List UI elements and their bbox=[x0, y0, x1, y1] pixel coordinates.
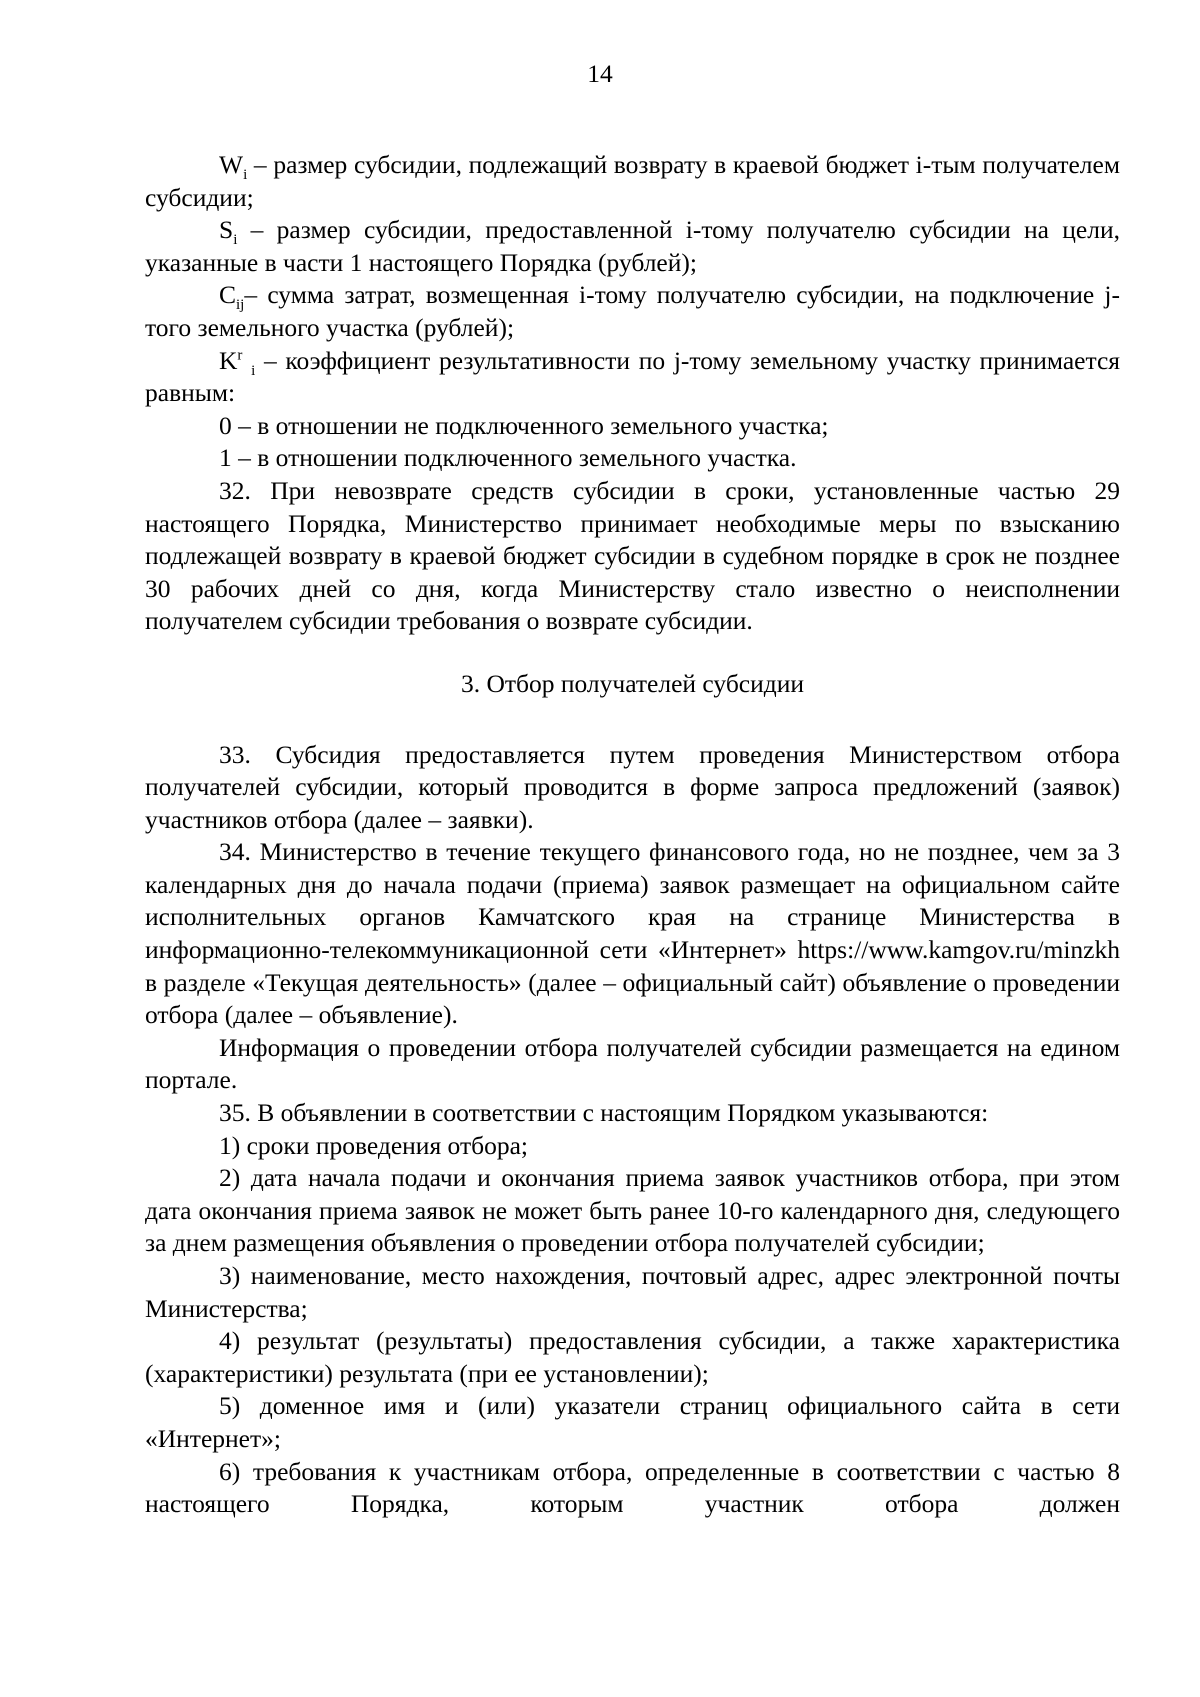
symbol-c: C bbox=[219, 280, 237, 310]
paragraph-35: 35. В объявлении в соответствии с настоящим Порядком указываются: bbox=[219, 1098, 989, 1128]
symbol-s: S bbox=[219, 215, 234, 245]
subscript-w: i bbox=[243, 167, 248, 184]
paragraph-33: 33. Субсидия предоставляется путем проведения Министерством отбора получателей субсидии, который проводится в форме запроса предложений (заявок) участников отбора (далее – заявки). bbox=[145, 739, 1120, 834]
list-item: 2) дата начала подачи и окончания приема заявок участников отбора, при этом дата окончания приема заявок не может быть ранее 10-го календарного дня, следующего за днем размещения объявления о проведении отбора получателей субсидии; bbox=[145, 1163, 1120, 1258]
definition-c-text: – сумма затрат, возмещенная i-тому получателю субсидии, на подключение j-того земельного участка (рублей); bbox=[145, 280, 1120, 342]
list-item: 6) требования к участникам отбора, определенные в соответствии с частью 8 настоящего Порядка, которым участник отбора должен bbox=[145, 1456, 1120, 1519]
subscript-k: i bbox=[251, 362, 256, 379]
definition-w-text: – размер субсидии, подлежащий возврату в краевой бюджет i-тым получателем субсидии; bbox=[145, 150, 1120, 212]
definition-s-text: – размер субсидии, предоставленной i-тому получателю субсидии на цели, указанные в части 1 настоящего Порядка (рублей); bbox=[145, 215, 1120, 277]
section-heading: 3. Отбор получателей субсидии bbox=[460, 668, 805, 698]
symbol-k: K bbox=[219, 345, 238, 375]
list-item: 3) наименование, место нахождения, почтовый адрес, адрес электронной почты Министерства; bbox=[145, 1261, 1120, 1323]
definition-s bbox=[145, 214, 1120, 279]
paragraph-32: 32. При невозврате средств субсидии в сроки, установленные частью 29 настоящего Порядка, Министерство принимает необходимые меры по взысканию подлежащей возврату в краевой бюджет субсидии в судебном порядке в срок не позднее 30 рабочих дней со дня, когда Министерству стало известно о неисполнении получателем субсидии требования о возврате субсидии. bbox=[145, 475, 1120, 636]
list-item: 1) сроки проведения отбора; bbox=[219, 1130, 528, 1160]
value-zero: 0 – в отношении не подключенного земельного участка; bbox=[219, 410, 829, 440]
definition-c bbox=[145, 279, 1120, 344]
paragraph-34-info: Информация о проведении отбора получателей субсидии размещается на едином портале. bbox=[145, 1032, 1120, 1095]
value-one: 1 – в отношении подключенного земельного участка. bbox=[219, 443, 797, 473]
list-item: 5) доменное имя и (или) указатели страниц официального сайта в сети «Интернет»; bbox=[145, 1391, 1120, 1453]
superscript-k: r bbox=[237, 347, 243, 364]
subscript-c: ij bbox=[236, 297, 245, 314]
page-number: 14 bbox=[587, 59, 613, 88]
definition-w bbox=[145, 149, 1120, 214]
subscript-s: i bbox=[233, 232, 238, 249]
definition-k bbox=[145, 345, 1120, 410]
paragraph-34: 34. Министерство в течение текущего финансового года, но не позднее, чем за 3 календарных дня до начала подачи (приема) заявок размещает на официальном сайте исполнительных органов Камчатского края на странице Министерства в информационно-телекоммуникационной сети «Интернет» https://www.kamgov.ru/minzkh в разделе «Текущая деятельность» (далее – официальный сайт) объявление о проведении отбора (далее – объявление). bbox=[145, 837, 1120, 1030]
symbol-w: W bbox=[219, 150, 244, 179]
definition-k-text: – коэффициент результативности по j-тому земельному участку принимается равным: bbox=[145, 345, 1120, 408]
list-item: 4) результат (результаты) предоставления субсидии, а также характеристика (характеристики) результата (при ее установлении); bbox=[145, 1326, 1120, 1388]
document-body bbox=[145, 149, 1120, 1521]
